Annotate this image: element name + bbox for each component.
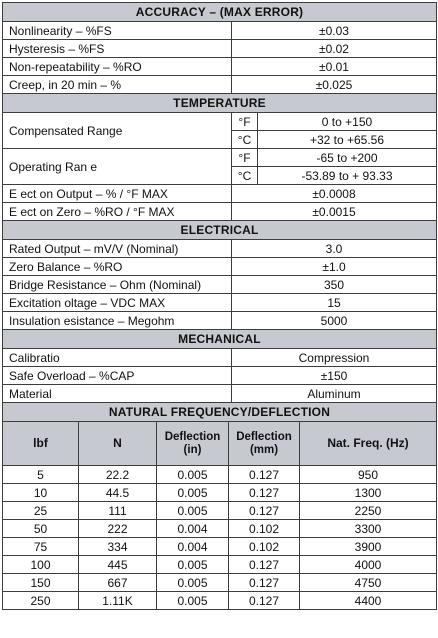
spec-label: Insulation esistance – Megohm [3,312,232,330]
spec-label: Nonlinearity – %FS [3,22,232,40]
spec-value: ±0.01 [232,58,437,76]
table-row [3,538,437,556]
unit-celsius: °C [232,167,258,185]
column-header-deflection-mm: Deflection (mm) [229,422,300,466]
cell-newtons: 222 [79,520,157,538]
spec-row-zero-balance [3,258,437,276]
cell-nat-freq: 3300 [300,520,437,538]
spec-value: +32 to +65.56 [258,131,437,149]
spec-value: 3.0 [232,240,437,258]
cell-lbf: 10 [3,484,79,502]
spec-label: Compensated Range [3,113,232,149]
cell-newtons: 1.11K [79,592,157,610]
spec-row-nonlinearity [3,22,437,40]
cell-deflection-mm: 0.127 [229,502,300,520]
section-header-accuracy [3,3,437,22]
cell-deflection-in: 0.004 [157,538,229,556]
cell-deflection-mm: 0.102 [229,520,300,538]
cell-nat-freq: 950 [300,466,437,484]
cell-deflection-in: 0.005 [157,574,229,592]
cell-deflection-in: 0.005 [157,592,229,610]
spec-row-hysteresis [3,40,437,58]
spec-sheet [2,2,436,610]
cell-newtons: 44.5 [79,484,157,502]
table-row [3,520,437,538]
section-title-accuracy: ACCURACY – (MAX ERROR) [3,3,437,22]
spec-value: 15 [232,294,437,312]
cell-deflection-in: 0.005 [157,466,229,484]
cell-nat-freq: 4750 [300,574,437,592]
spec-value: ±0.03 [232,22,437,40]
spec-row-safe-overload [3,367,437,385]
cell-deflection-in: 0.004 [157,520,229,538]
table-row [3,592,437,610]
spec-value: ±0.02 [232,40,437,58]
section-title-temperature: TEMPERATURE [3,94,437,113]
spec-row-rated-output [3,240,437,258]
section-title-frequency: NATURAL FREQUENCY/DEFLECTION [3,403,437,422]
spec-value: Compression [232,349,437,367]
spec-label: Non-repeatability – %RO [3,58,232,76]
cell-deflection-mm: 0.127 [229,466,300,484]
table-row [3,574,437,592]
section-title-electrical: ELECTRICAL [3,221,437,240]
frequency-header-row [3,422,437,466]
cell-nat-freq: 3900 [300,538,437,556]
column-header-nat-freq: Nat. Freq. (Hz) [300,422,437,466]
spec-label: Bridge Resistance – Ohm (Nominal) [3,276,232,294]
spec-row-operating-range-f [3,149,437,167]
section-header-temperature [3,94,437,113]
spec-label: Zero Balance – %RO [3,258,232,276]
cell-deflection-in: 0.005 [157,484,229,502]
section-header-electrical [3,221,437,240]
cell-newtons: 334 [79,538,157,556]
section-header-frequency [3,403,437,422]
spec-value: ±150 [232,367,437,385]
cell-lbf: 25 [3,502,79,520]
spec-label: Material [3,385,232,403]
spec-value: -53.89 to + 93.33 [258,167,437,185]
cell-newtons: 445 [79,556,157,574]
spec-label: E ect on Output – % / °F MAX [3,185,232,203]
cell-deflection-mm: 0.127 [229,556,300,574]
unit-celsius: °C [232,131,258,149]
spec-label: Safe Overload – %CAP [3,367,232,385]
spec-value: 0 to +150 [258,113,437,131]
column-header-lbf: lbf [3,422,79,466]
cell-lbf: 150 [3,574,79,592]
cell-lbf: 50 [3,520,79,538]
spec-row-effect-on-zero [3,203,437,221]
spec-value: ±0.025 [232,76,437,94]
unit-fahrenheit: °F [232,149,258,167]
cell-deflection-mm: 0.102 [229,538,300,556]
spec-row-material [3,385,437,403]
cell-deflection-mm: 0.127 [229,484,300,502]
cell-lbf: 75 [3,538,79,556]
spec-row-effect-on-output [3,185,437,203]
cell-deflection-mm: 0.127 [229,574,300,592]
frequency-table [2,402,437,610]
spec-label: Calibratio [3,349,232,367]
spec-label: Rated Output – mV/V (Nominal) [3,240,232,258]
cell-deflection-in: 0.005 [157,502,229,520]
spec-row-creep [3,76,437,94]
spec-row-calibration [3,349,437,367]
cell-nat-freq: 2250 [300,502,437,520]
spec-label: Excitation oltage – VDC MAX [3,294,232,312]
spec-label: Creep, in 20 min – % [3,76,232,94]
spec-value: ±1.0 [232,258,437,276]
spec-label: E ect on Zero – %RO / °F MAX [3,203,232,221]
cell-lbf: 250 [3,592,79,610]
section-title-mechanical: MECHANICAL [3,330,437,349]
column-header-deflection-in: Deflection (in) [157,422,229,466]
spec-table [2,2,437,403]
cell-deflection-mm: 0.127 [229,592,300,610]
table-row [3,502,437,520]
spec-value: 350 [232,276,437,294]
cell-lbf: 100 [3,556,79,574]
spec-value: Aluminum [232,385,437,403]
spec-value: -65 to +200 [258,149,437,167]
spec-label: Hysteresis – %FS [3,40,232,58]
cell-newtons: 111 [79,502,157,520]
spec-label: Operating Ran e [3,149,232,185]
table-row [3,556,437,574]
table-row [3,466,437,484]
spec-row-insulation-resistance [3,312,437,330]
spec-row-excitation-voltage [3,294,437,312]
unit-fahrenheit: °F [232,113,258,131]
spec-row-non-repeatability [3,58,437,76]
cell-deflection-in: 0.005 [157,556,229,574]
section-header-mechanical [3,330,437,349]
cell-newtons: 667 [79,574,157,592]
cell-nat-freq: 4400 [300,592,437,610]
cell-nat-freq: 1300 [300,484,437,502]
spec-row-bridge-resistance [3,276,437,294]
cell-nat-freq: 4000 [300,556,437,574]
cell-lbf: 5 [3,466,79,484]
cell-newtons: 22.2 [79,466,157,484]
spec-row-compensated-range-f [3,113,437,131]
spec-value: ±0.0015 [232,203,437,221]
spec-value: ±0.0008 [232,185,437,203]
column-header-newtons: N [79,422,157,466]
spec-value: 5000 [232,312,437,330]
table-row [3,484,437,502]
